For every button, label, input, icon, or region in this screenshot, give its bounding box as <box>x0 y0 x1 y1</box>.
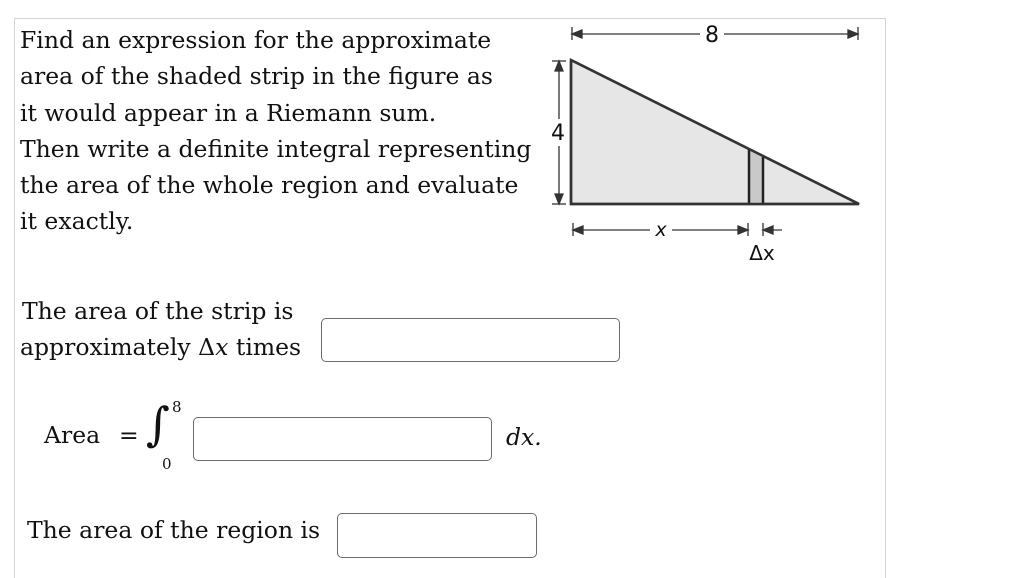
strip-area-answer-box[interactable] <box>321 318 620 362</box>
problem-statement <box>20 22 540 240</box>
lower-limit: 0 <box>162 455 172 473</box>
strip-area-input[interactable] <box>322 319 619 361</box>
strip-question-suffix: times <box>228 333 302 361</box>
region-area-input[interactable] <box>338 514 536 557</box>
height-label: 4 <box>551 121 565 146</box>
integral-sign: ∫ <box>146 397 170 451</box>
width-label: 8 <box>705 23 719 48</box>
region-area-label: The area of the region is <box>27 516 321 544</box>
x-label: x <box>655 219 667 241</box>
strip-question-prefix: approximately <box>20 333 199 361</box>
variable-x: x <box>215 333 229 361</box>
integrand-answer-box[interactable] <box>193 417 492 461</box>
strip-question-line2 <box>20 333 301 361</box>
equals-sign: = <box>119 421 139 449</box>
delta-symbol: Δ <box>198 333 216 361</box>
strip-question-line1: The area of the strip is <box>22 297 294 325</box>
prompt-line: it would appear in a Riemann sum. <box>20 98 437 127</box>
triangle-figure <box>538 14 878 274</box>
differential: dx. <box>506 423 542 451</box>
upper-limit: 8 <box>172 398 182 416</box>
region-area-answer-box[interactable] <box>337 513 537 558</box>
prompt-line: it exactly. <box>20 207 134 236</box>
dx-dimension <box>763 223 782 236</box>
integrand-input[interactable] <box>194 418 491 460</box>
prompt-line: the area of the whole region and evaluate <box>20 171 519 200</box>
dx-label: Δx <box>749 241 775 265</box>
area-label: Area <box>44 421 101 449</box>
shaded-strip <box>749 149 763 204</box>
prompt-line: area of the shaded strip in the figure as <box>20 62 493 91</box>
prompt-line: Then write a definite integral representing <box>20 134 532 163</box>
prompt-line: Find an expression for the approximate <box>20 26 492 54</box>
